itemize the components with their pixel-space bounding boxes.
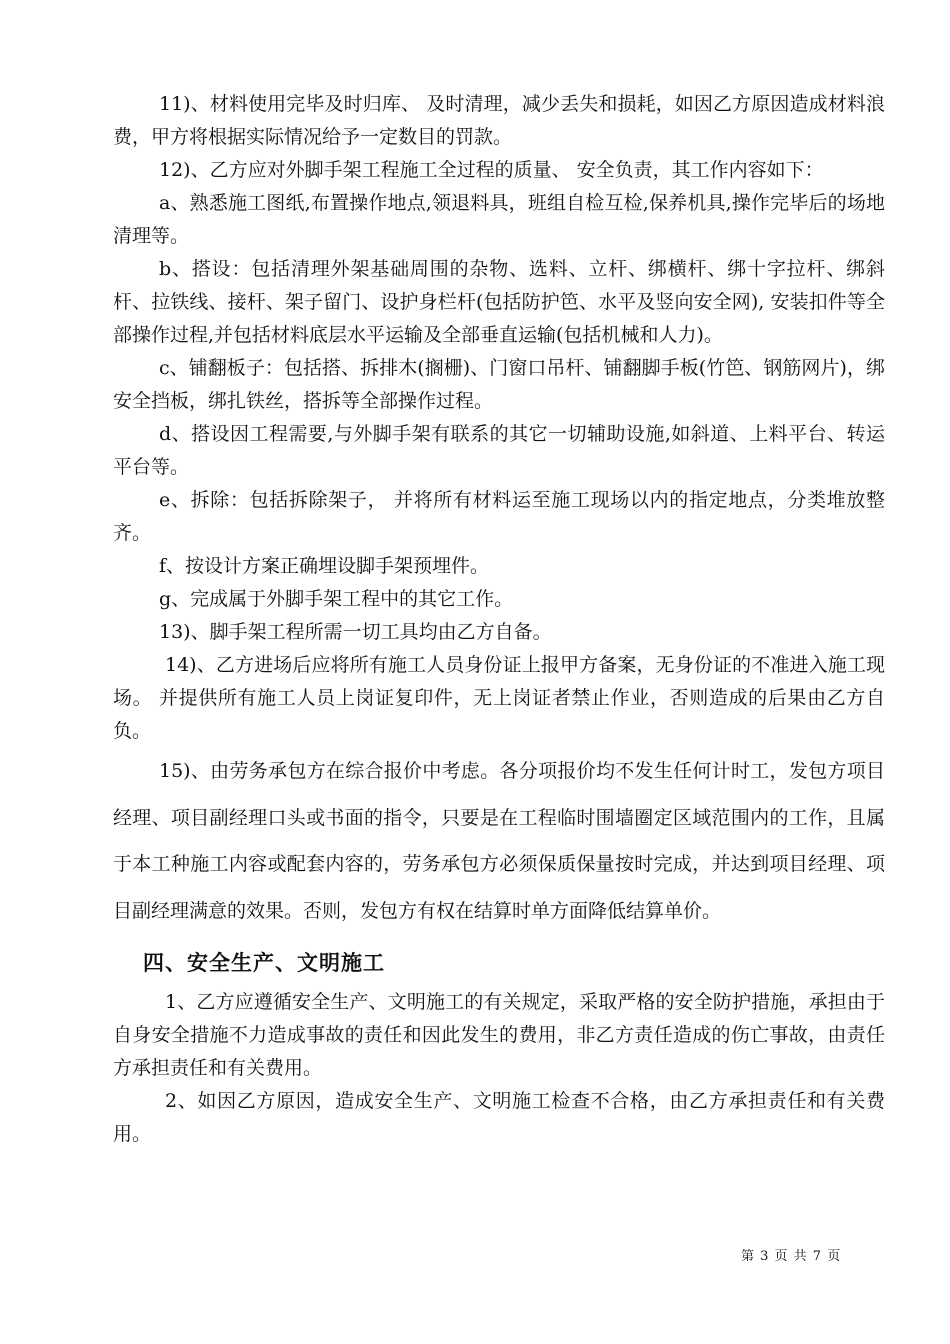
document-body — [113, 88, 885, 1151]
clause-12b: b、搭设：包括清理外架基础周围的杂物、选料、立杆、绑横杆、绑十字拉杆、绑斜杆、拉铁线、接杆、架子留门、设护身栏杆(包括防护笆、水平及竖向安全网), 安装扣件等全部操作过程,并包括材料底层水平运输及全部垂直运输(包括机械和人力)。 — [113, 258, 885, 346]
clause-14: 14)、乙方进场后应将所有施工人员身份证上报甲方备案，无身份证的不准进入施工现场。 并提供所有施工人员上岗证复印件，无上岗证者禁止作业，否则造成的后果由乙方自负。 — [113, 654, 885, 742]
safety-clause-1: 1、乙方应遵循安全生产、文明施工的有关规定，采取严格的安全防护措施，承担由于自身安全措施不力造成事故的责任和因此发生的费用，非乙方责任造成的伤亡事故，由责任方承担责任和有关费用。 — [113, 991, 885, 1079]
section-heading-safety: 四、安全生产、文明施工 — [143, 951, 385, 975]
clause-15: 15)、由劳务承包方在综合报价中考虑。各分项报价均不发生任何计时工，发包方项目经理、项目副经理口头或书面的指令，只要是在工程临时围墙圈定区域范围内的工作，且属于本工种施工内容或配套内容的，劳务承包方必须保质保量按时完成，并达到项目经理、项目副经理满意的效果。否则，发包方有权在结算时单方面降低结算单价。 — [113, 760, 885, 922]
clause-12c: c、铺翻板子：包括搭、拆排木(搁栅)、门窗口吊杆、铺翻脚手板(竹笆、钢筋网片)，绑安全挡板，绑扎铁丝，搭拆等全部操作过程。 — [113, 357, 885, 412]
clause-12d: d、搭设因工程需要,与外脚手架有联系的其它一切辅助设施,如斜道、上料平台、转运平台等。 — [113, 423, 885, 478]
clause-12a: a、熟悉施工图纸,布置操作地点,领退料具，班组自检互检,保养机具,操作完毕后的场地清理等。 — [113, 192, 885, 247]
clause-12: 12)、乙方应对外脚手架工程施工全过程的质量、 安全负责，其工作内容如下： — [159, 159, 824, 181]
page-number: 第 3 页 共 7 页 — [741, 1249, 842, 1264]
clause-13: 13)、脚手架工程所需一切工具均由乙方自备。 — [159, 621, 552, 643]
clause-12e: e、拆除：包括拆除架子， 并将所有材料运至施工现场以内的指定地点，分类堆放整齐。 — [113, 489, 885, 544]
clause-12f: f、按设计方案正确埋设脚手架预埋件。 — [159, 555, 490, 577]
clause-12g: g、完成属于外脚手架工程中的其它工作。 — [159, 588, 514, 610]
safety-clause-2: 2、如因乙方原因，造成安全生产、文明施工检查不合格，由乙方承担责任和有关费用。 — [113, 1090, 885, 1145]
clause-11: 11)、材料使用完毕及时归库、 及时清理，减少丢失和损耗，如因乙方原因造成材料浪费，甲方将根据实际情况给予一定数目的罚款。 — [113, 93, 885, 148]
